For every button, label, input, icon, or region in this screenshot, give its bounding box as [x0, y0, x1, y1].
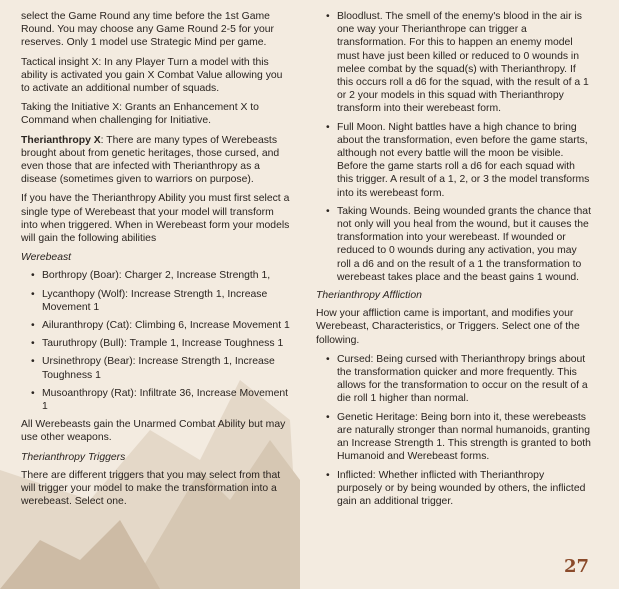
- list-item: • Musoanthropy (Rat): Infiltrate 36, Increase Movement 1: [31, 387, 289, 413]
- page-number: 27: [563, 556, 589, 577]
- list-item: • Lycanthopy (Wolf): Increase Strength 1, Increase Movement 1: [31, 288, 268, 313]
- paragraph-triggers: There are different triggers that you may select from that will trigger your model to make the transformation into a werebeast. Select one.: [21, 469, 281, 508]
- list-item: • Borthropy (Boar): Charger 2, Increase Strength 1,: [31, 270, 271, 282]
- paragraph-select-werebeast: If you have the Therianthropy Ability you must first select a single type of Werebeast that your model will transform into when triggered. When in Werebeast form your models will gain the following abilities: [21, 193, 290, 245]
- affliction-list: [316, 353, 591, 508]
- paragraph-affliction: How your affliction came is important, and modifies your Werebeast, Characteristics, or Triggers. Select one of the following.: [316, 308, 580, 346]
- paragraph-unarmed-combat: All Werebeasts gain the Unarmed Combat Ability but may use other weapons.: [21, 419, 286, 444]
- list-item: • Inflicted: Whether inflicted with Therianthropy purposely or by being wounded by others, the inflicted gain an additional trigger.: [326, 469, 586, 507]
- heading-affliction: Therianthropy Affliction: [316, 290, 422, 302]
- paragraph-therianthropy: [21, 134, 291, 187]
- list-item: • Ailuranthropy (Cat): Climbing 6, Increase Movement 1: [31, 320, 290, 332]
- term-therianthropy: Therianthropy X: [21, 134, 101, 146]
- trigger-list: [316, 10, 591, 284]
- list-item: • Tauruthropy (Bull): Trample 1, Increase Toughness 1: [31, 338, 284, 350]
- right-column: [316, 10, 591, 513]
- list-item: • Ursinethropy (Bear): Increase Strength 1, Increase Toughness 1: [31, 356, 275, 381]
- list-item: • Genetic Heritage: Being born into it, these werebeasts are naturally stronger than normal humanoids, granting an Increase Strength 1. This strength is granted to both Humanoid and Werebeast forms.: [326, 411, 591, 463]
- paragraph-tactical-insight: Tactical insight X: In any Player Turn a model with this ability is activated you gain X Combat Value allowing you to activate an additional number of squads.: [21, 56, 283, 95]
- list-item: • Cursed: Being cursed with Therianthropy brings about the transformation quicker and more frequently. This allows for the transformation to occur on the result of a die roll 1 higher than normal.: [326, 353, 588, 405]
- therianthropy-description: : There are many types of Werebeasts brought about from genetic heritages, those cursed, and even those that are infected with Therianthropy as a disease (sometimes given to warriors on purpose).: [21, 134, 280, 186]
- left-column: [21, 10, 291, 515]
- paragraph-strategic-mind: select the Game Round any time before the 1st Game Round. You may choose any Game Round 2-5 for your reserves. Only 1 model use Strategic Mind per game.: [21, 11, 274, 49]
- heading-werebeast: Werebeast: [21, 252, 72, 264]
- list-item: • Full Moon. Night battles have a high chance to bring about the transformation, even before the game starts, although not every battle will the moon be visible. Before the game starts roll a d6 for each squad with this trigger. A result of a 1, 2, or 3 the model transforms into its werebeast form.: [326, 121, 590, 199]
- heading-triggers: Therianthropy Triggers: [21, 451, 126, 463]
- list-item: • Bloodlust. The smell of the enemy's blood in the air is one way your Therianthrope can trigger a transformation. For this to happen an enemy model must have just been killed or reduced to 0 wounds in melee combat by the squad(s) with Therianthropy. If this occurs roll a d6 for the squad, with the result of a 1 or 2 your models in this squad with Therianthropy transform into their werebeast form.: [326, 11, 589, 115]
- werebeast-list: [21, 269, 291, 413]
- list-item: • Taking Wounds. Being wounded grants the chance that not only will you heal from the wound, but it causes the transformation into your werebeast. If wounded or reduced to 0 wounds during any activation, you may roll a d6 and on the result of a 1 the transformation to werebeast takes place and the beast gains 1 wound.: [326, 205, 591, 283]
- paragraph-taking-initiative: Taking the Initiative X: Grants an Enhancement X to Command when challenging for Initiative.: [21, 102, 259, 127]
